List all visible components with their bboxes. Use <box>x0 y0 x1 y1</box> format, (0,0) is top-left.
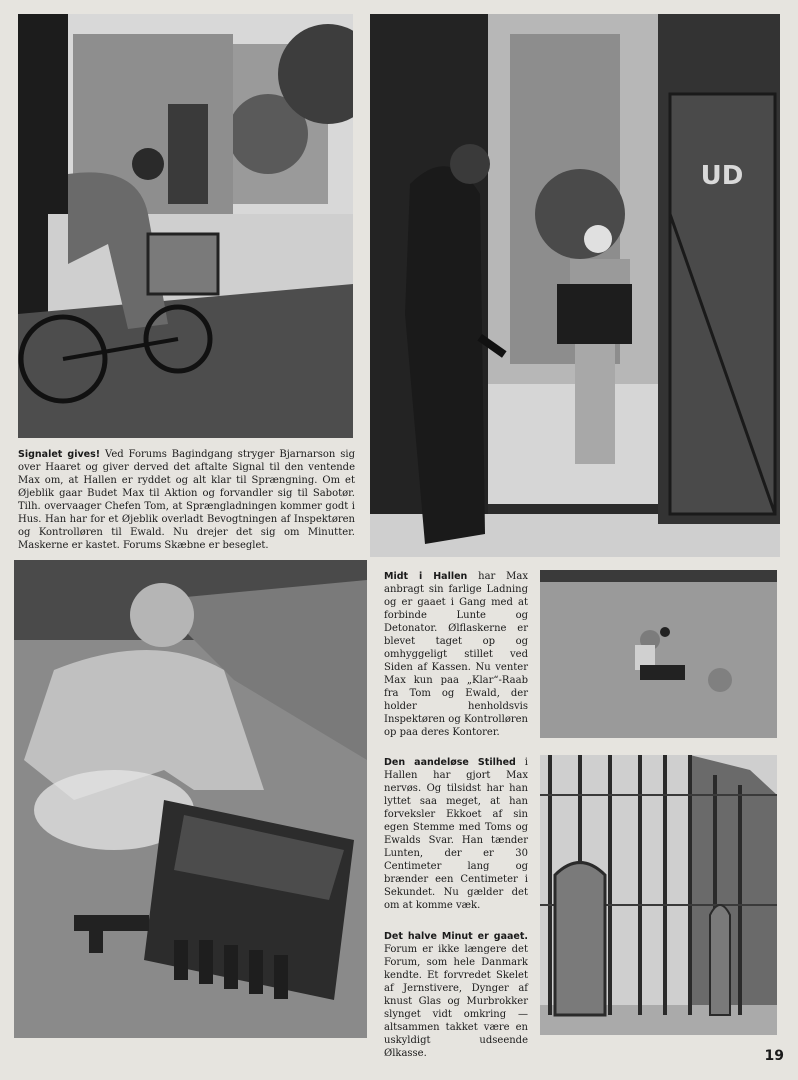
photo-doorway <box>370 14 780 557</box>
caption-half-minute-body: Forum er ikke længere det Forum, som hele Danmark kendte. Et forvredet Skelet af Jernstivere, Dynger af knust Glas og Murbrokker slynget vidt omkring — altsammen takket være en uskyldigt udseende Ølkasse. <box>384 944 528 1059</box>
caption-silence <box>384 756 528 912</box>
caption-hall-lead: Midt i Hallen <box>384 571 468 582</box>
caption-half-minute-lead: Det halve Minut er gaaet. <box>384 931 528 942</box>
page-number: 19 <box>764 1048 784 1064</box>
photo-field <box>540 570 777 738</box>
caption-half-minute <box>384 930 528 1060</box>
photo-cyclist <box>18 14 353 438</box>
caption-hall-body: har Max anbragt sin farlige Ladning og er gaaet i Gang med at forbinde Lunte og Detonator. Ølflaskerne er blevet taget op og omhyggeligt stillet ved Siden af Kassen. Nu venter Max kun paa „Klar“-Raab fra Tom og Ewald, der holder henholdsvis Inspektøren og Kontrolløren op paa deres Kontorer. <box>384 571 528 738</box>
caption-silence-lead: Den aandeløse Stilhed <box>384 757 516 768</box>
caption-silence-body: i Hallen har gjort Max nervøs. Og tilsidst har han lyttet saa meget, at han forveksler Ekkoet af sin egen Stemme med Toms og Ewalds Svar. Han tænder Lunten, der er 30 Centimeter lang og brænder een Centimeter i Sekundet. Nu gælder det om at komme væk. <box>384 757 528 911</box>
caption-signal-lead: Signalet gives! <box>18 449 101 460</box>
door-sign-text: UD <box>700 161 744 191</box>
photo-crate-closeup <box>14 560 367 1038</box>
photo-ruins <box>540 755 777 1035</box>
caption-signal-body: Ved Forums Bagindgang stryger Bjarnarson sig over Haaret og giver derved det aftalte Signal til den ventende Max om, at Hallen er ryddet og alt klar til Sprængning. Om et Øjeblik gaar Budet Max til Aktion og forvandler sig til Sabotør. Tilh. overvaager Chefen Tom, at Sprængladningen kommer godt i Hus. Han har for et Øjeblik overladt Bevogtningen af Inspektøren og Kontrolløren til Ewald. Nu drejer det sig om Minutter. Maskerne er kastet. Forums Skæbne er beseglet. <box>18 449 355 551</box>
caption-signal <box>18 448 355 552</box>
caption-hall <box>384 570 528 739</box>
